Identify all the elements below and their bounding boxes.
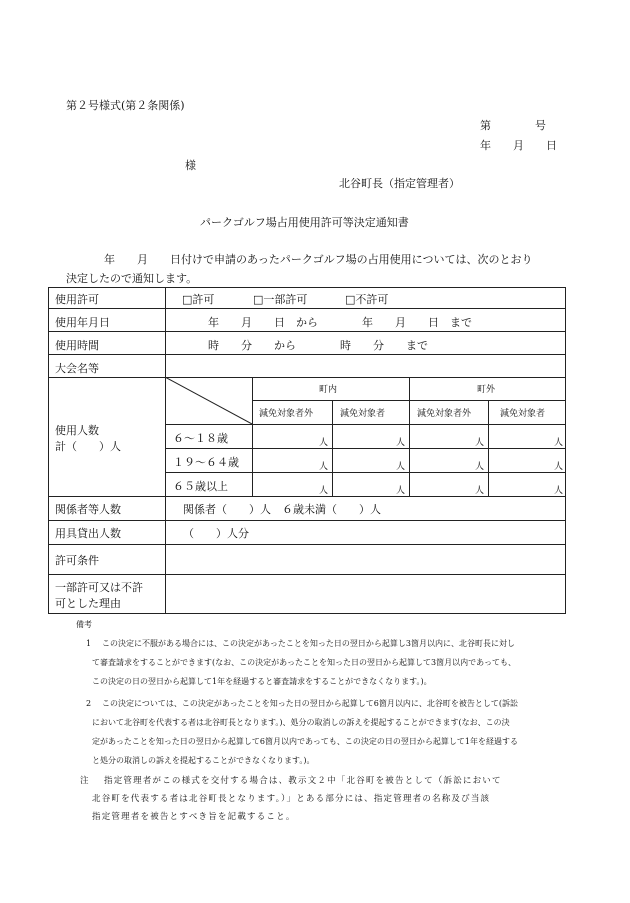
issue-date: 年 月 日 <box>480 139 557 152</box>
age-row-label: ６～１８歳 <box>173 432 228 445</box>
unit-person: 人 <box>475 486 485 496</box>
note-2-line: 定があったことを知った日の翌日から起算して6箇月以内であっても、この決定の日の翌日から起算して1年を経過する <box>92 737 519 746</box>
town-in-header: 町内 <box>319 385 338 395</box>
note-1-number: 1 <box>86 639 92 648</box>
recipient-suffix: 様 <box>185 159 196 172</box>
unit-person: 人 <box>554 438 564 448</box>
time-label: 使用時間 <box>55 339 99 352</box>
date-label: 使用年月日 <box>55 316 110 329</box>
sub-header-in-nonexempt: 減免対象者外 <box>259 409 314 419</box>
attention-line: 指定管理者がこの様式を交付する場合は、教示文２中「北谷町を被告として（訴訟において <box>104 776 502 786</box>
note-2-line: において北谷町を代表する者は北谷町長となります。)、処分の取消しの訴えを提起することができます(なお、この決 <box>92 718 510 727</box>
note-1-line: て審査請求をすることができます(なお、この決定があったことを知った日の翌日から起算して3箇月以内であっても、 <box>92 658 517 667</box>
note-1-line: この決定に不服がある場合には、この決定があったことを知った日の翌日から起算し3箇月以内に、北谷町長に対し <box>102 639 516 648</box>
diagonal-slash <box>165 377 252 424</box>
unit-person: 人 <box>396 462 406 472</box>
decision-table <box>48 287 566 614</box>
attention-line: 指定管理者を被告とすべき旨を記載すること。 <box>92 812 296 822</box>
sub-header-in-exempt: 減免対象者 <box>340 409 386 419</box>
unit-person: 人 <box>475 462 485 472</box>
note-2-line: と処分の取消しの訴えを提起することができなくなります。)。 <box>92 756 315 765</box>
condition-label: 許可条件 <box>55 554 99 567</box>
issuer-name: 北谷町長（指定管理者） <box>339 177 460 190</box>
sub-header-out-exempt: 減免対象者 <box>500 409 546 419</box>
age-row-label: １９～６４歳 <box>173 456 239 469</box>
town-out-header: 町外 <box>477 385 496 395</box>
notes-heading: 備考 <box>76 620 92 629</box>
note-2-line: この決定については、この決定があったことを知った日の翌日から起算して6箇月以内に、北谷町を被告として(訴訟 <box>102 699 518 708</box>
equipment-label: 用具貸出人数 <box>55 527 121 540</box>
intro-line-1: 年 月 日付けで申請のあったパークゴルフ場の占用使用については、次のとおり <box>104 253 533 266</box>
form-number: 第２号様式(第２条関係) <box>66 99 185 112</box>
attention-line: 北谷町を代表する者は北谷町長となります。）」とある部分には、指定管理者の名称及び当該 <box>92 794 491 804</box>
unit-person: 人 <box>396 438 406 448</box>
related-label: 関係者等人数 <box>55 503 121 516</box>
people-label: 使用人数 <box>55 424 99 437</box>
unit-person: 人 <box>396 486 406 496</box>
document-title: パークゴルフ場占用使用許可等決定通知書 <box>200 216 409 229</box>
permit-option-approve[interactable]: □許可 <box>182 293 215 306</box>
reason-label: 一部許可又は不許 <box>55 581 143 594</box>
unit-person: 人 <box>554 462 564 472</box>
people-total: 計（ ）人 <box>55 440 121 453</box>
unit-person: 人 <box>319 462 329 472</box>
permit-option-partial[interactable]: □一部許可 <box>253 293 308 306</box>
reason-label-cont: 可とした理由 <box>55 597 121 610</box>
date-range: 年 月 日 から 年 月 日 まで <box>208 316 472 329</box>
time-range: 時 分 から 時 分 まで <box>208 339 428 352</box>
unit-person: 人 <box>554 486 564 496</box>
note-2-number: 2 <box>86 699 92 708</box>
sub-header-out-nonexempt: 減免対象者外 <box>417 409 472 419</box>
permit-option-deny[interactable]: □不許可 <box>345 293 389 306</box>
unit-person: 人 <box>475 438 485 448</box>
intro-line-2: 決定したので通知します。 <box>66 272 198 285</box>
permit-label: 使用許可 <box>55 293 99 306</box>
event-label: 大会名等 <box>55 362 99 375</box>
unit-person: 人 <box>319 438 329 448</box>
related-count: 関係者（ ）人 ６歳未満（ ）人 <box>183 503 381 516</box>
attention-mark: 注 <box>80 776 90 786</box>
note-1-line: この決定の日の翌日から起算して1年を経過すると審査請求をすることができなくなります。)。 <box>92 677 432 686</box>
age-row-label: ６５歳以上 <box>173 480 228 493</box>
unit-person: 人 <box>319 486 329 496</box>
equipment-count: （ ）人分 <box>183 527 249 540</box>
document-number: 第 号 <box>480 119 546 132</box>
